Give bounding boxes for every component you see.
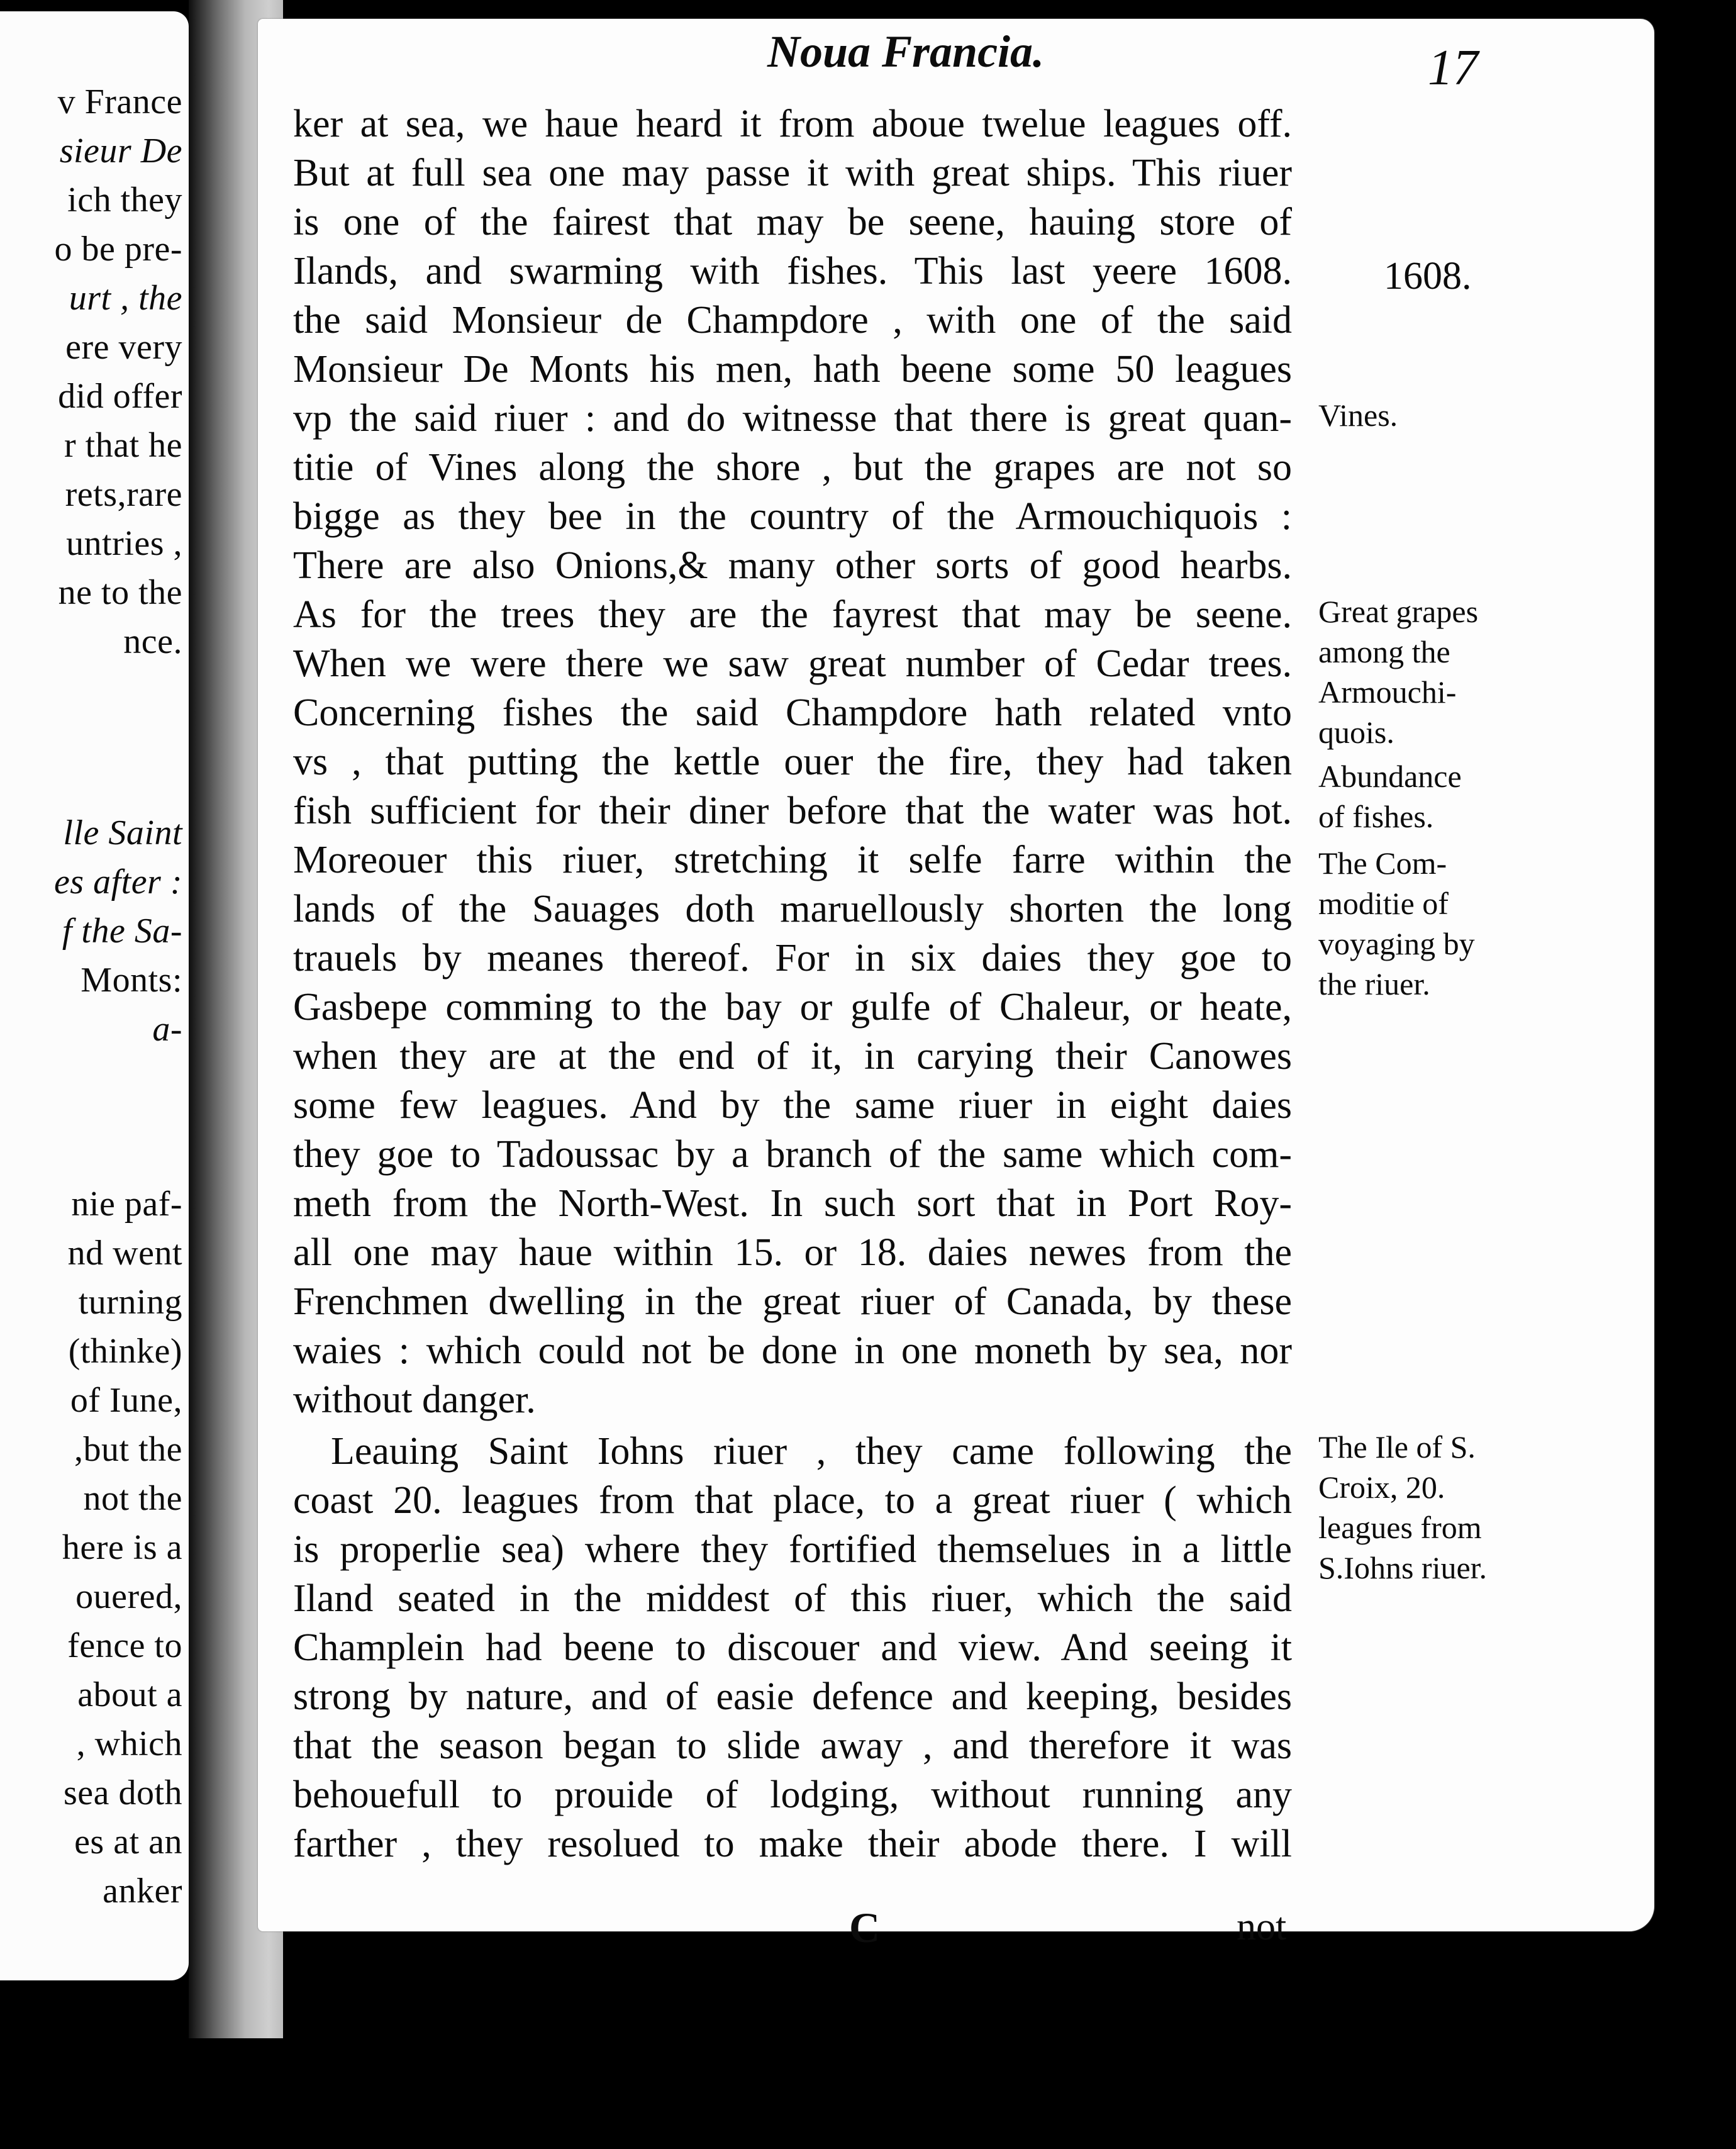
body-line: Moreouer this riuer, stretching it selfe farre within the (293, 839, 1292, 881)
left-page-line: lle Saint (63, 813, 182, 852)
left-page-line: Monts: (81, 961, 182, 1000)
left-page-line: nie paf- (71, 1185, 182, 1224)
left-page-line: fence to (67, 1626, 182, 1665)
body-line: vp the said riuer : and do witnesse that there is great quan- (293, 397, 1292, 440)
body-line: behouefull to prouide of lodging, without running any (293, 1773, 1292, 1816)
left-page-line: , which (76, 1724, 182, 1763)
margin-note-commoditie: The Com- moditie of voyaging by the riuer. (1318, 846, 1475, 1002)
left-page-line: urt , the (69, 279, 182, 318)
body-line: There are also Onions,& many other sorts of good hearbs. (293, 544, 1292, 587)
left-facing-page (0, 11, 189, 1980)
body-line: fish sufficient for their diner before that the water was hot. (293, 790, 1292, 832)
body-line: ker at sea, we haue heard it from aboue twelue leagues off. (293, 103, 1292, 145)
left-page-line: r that he (64, 426, 182, 465)
left-page-line: nce. (123, 622, 182, 661)
body-line: when they are at the end of it, in carying their Canowes (293, 1035, 1292, 1078)
left-page-line: ne to the (58, 573, 182, 612)
left-page-line: sea doth (63, 1773, 182, 1812)
body-line: is one of the fairest that may be seene, hauing store of (293, 201, 1292, 243)
margin-note-great-grapes: Great grapes among the Armouchi- quois. (1318, 594, 1479, 750)
margin-note-vines: Vines. (1318, 398, 1398, 433)
body-line: all one may haue within 15. or 18. daies newes from the (293, 1231, 1292, 1274)
body-line: Gasbepe comming to the bay or gulfe of Chaleur, or heate, (293, 986, 1292, 1029)
left-page-line: f the Sa- (62, 912, 182, 951)
body-line: coast 20. leagues from that place, to a great riuer ( which (293, 1479, 1292, 1522)
body-line: vs , that putting the kettle ouer the fire, they had taken (293, 740, 1292, 783)
body-line: bigge as they bee in the country of the Armouchiquois : (293, 495, 1292, 538)
left-page-line: ouered, (75, 1577, 182, 1616)
left-page-line: of Iune, (70, 1381, 182, 1420)
left-page-line: ere very (65, 328, 182, 367)
left-page-line: untries , (66, 524, 182, 563)
page-number: 17 (1428, 40, 1478, 96)
body-line: Ilands, and swarming with fishes. This last yeere 1608. (293, 250, 1292, 293)
left-page-line: o be pre- (54, 230, 182, 269)
body-line: Monsieur De Monts his men, hath beene some 50 leagues (293, 348, 1292, 391)
left-page-line: turning (78, 1283, 182, 1322)
left-page-line: anker (103, 1872, 182, 1911)
body-line: trauels by meanes thereof. For in six daies they goe to (293, 937, 1292, 980)
left-page-line: about a (77, 1675, 182, 1714)
body-line: strong by nature, and of easie defence and keeping, besides (293, 1675, 1292, 1718)
body-line: Champlein had beene to discouer and view. And seeing it (293, 1626, 1292, 1669)
body-line: But at full sea one may passe it with great ships. This riuer (293, 152, 1292, 194)
signature-mark: C (849, 1904, 881, 1951)
body-line: Concerning fishes the said Champdore hath related vnto (293, 691, 1292, 734)
body-line: without danger. (293, 1378, 536, 1421)
body-line: the said Monsieur de Champdore , with one of the said (293, 299, 1292, 342)
left-page-line: rets,rare (65, 475, 182, 514)
body-line: As for the trees they are the fayrest that may be seene. (293, 593, 1292, 636)
margin-note-abundance: Abundance of fishes. (1318, 759, 1462, 834)
body-line: Frenchmen dwelling in the great riuer of Canada, by these (293, 1280, 1292, 1323)
right-page (258, 19, 1654, 1951)
left-page-line: (thinke) (68, 1332, 182, 1371)
left-page-line: did offer (58, 377, 182, 416)
running-head: Noua Francia. (767, 26, 1045, 77)
body-line: titie of Vines along the shore , but the grapes are not so (293, 446, 1292, 489)
body-line: When we were there we saw great number of Cedar trees. (293, 642, 1292, 685)
left-page-line: ich they (67, 181, 182, 220)
catchword: not (1237, 1906, 1287, 1948)
body-line: they goe to Tadoussac by a branch of the same which com- (293, 1133, 1292, 1176)
body-line: is properlie sea) where they fortified themselues in a little (293, 1528, 1292, 1571)
body-line: Iland seated in the middest of this riuer, which the said (293, 1577, 1292, 1620)
body-line: lands of the Sauages doth maruellously shorten the long (293, 888, 1292, 930)
left-page-line: here is a (62, 1528, 182, 1567)
margin-note-ile-of-s-croix: The Ile of S. Croix, 20. leagues from S.Iohns riuer. (1318, 1429, 1488, 1585)
body-line: farther , they resolued to make their abode there. I will (293, 1822, 1292, 1865)
left-page-line: ,but the (74, 1430, 182, 1469)
left-page-line: es after : (53, 862, 182, 901)
body-line: some few leagues. And by the same riuer in eight daies (293, 1084, 1292, 1127)
left-page-line: es at an (74, 1822, 182, 1862)
left-page-line: sieur De (59, 131, 182, 170)
body-line: meth from the North-West. In such sort that in Port Roy- (293, 1182, 1292, 1225)
left-page-line: a- (152, 1010, 182, 1049)
margin-note-year: 1608. (1384, 255, 1472, 298)
left-page-line: nd went (67, 1234, 182, 1273)
left-page-line: v France (57, 82, 182, 121)
body-line: Leauing Saint Iohns riuer , they came following the (331, 1430, 1292, 1473)
left-page-line: not the (83, 1479, 182, 1518)
body-line: that the season began to slide away , and therefore it was (293, 1724, 1292, 1767)
body-line: waies : which could not be done in one moneth by sea, nor (293, 1329, 1292, 1372)
